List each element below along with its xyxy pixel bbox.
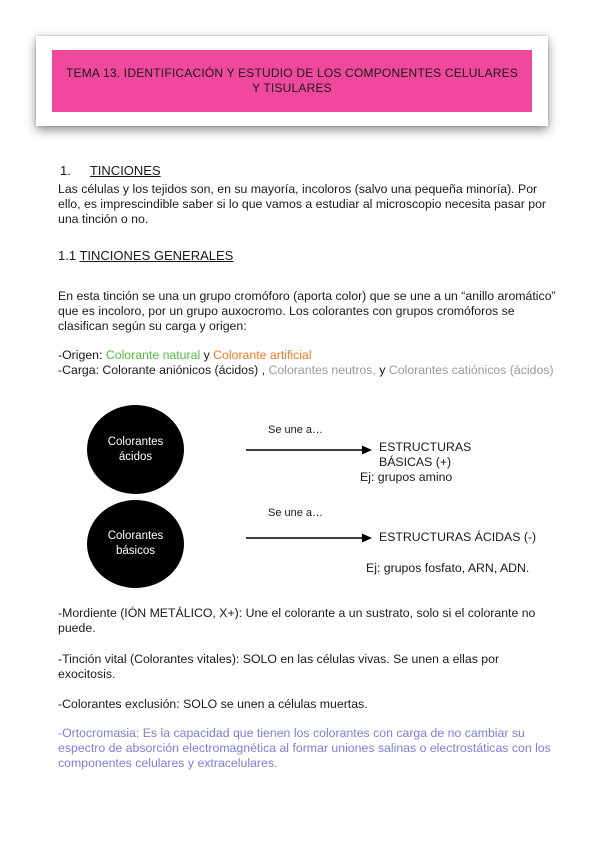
exclusion-note: -Colorantes exclusión: SOLO se unen a células muertas.	[58, 697, 368, 711]
document-title: TEMA 13. IDENTIFICACIÓN Y ESTUDIO DE LOS COMPONENTES CELULARES Y TISULARES	[65, 66, 519, 95]
mordiente-note: -Mordiente (IÓN METÁLICO, X+): Une el colorante a un sustrato, solo si el colorante no puede.	[58, 606, 536, 635]
charge-cationic: Colorantes catiónicos (ácidos)	[388, 363, 554, 377]
basic-dyes-line2: básicos	[116, 545, 155, 557]
section-1-1-intro: En esta tinción se una un grupo cromóforo (aporta color) que se une a un “anillo aromático” que es incoloro, por un grupo auxocromo. Los colorantes con grupos cromóforos se clasifican según su carga y origen:	[58, 289, 556, 333]
acid-structures: ESTRUCTURAS ÁCIDAS (-)	[379, 530, 537, 544]
basic-dyes-line1: Colorantes	[107, 530, 164, 542]
arrow-label-1: Se une a…	[268, 424, 324, 436]
origin-joiner: y	[200, 348, 214, 362]
arrow-label-2: Se une a…	[268, 507, 324, 519]
section-1-1-title: TINCIONES GENERALES	[79, 248, 234, 263]
basic-structures-line1: ESTRUCTURAS	[379, 440, 472, 454]
origin-natural: Colorante natural	[105, 348, 201, 362]
acid-dyes-ellipse	[87, 405, 184, 494]
vital-stain-note: -Tinción vital (Colorantes vitales): SOLO en las células vivas. Se unen a ellas por exocitosis.	[58, 652, 500, 681]
ortocromasia-note: -Ortocromasia: Es la capacidad que tienen los colorantes con carga de no cambiar su espectro de absorción electromagnética al formar uniones salinas o electrostáticas con los componentes celulares y extracelulares.	[58, 726, 551, 770]
acid-dyes-line1: Colorantes	[107, 435, 164, 448]
acid-structures-example: Ej: grupos fosfato, ARN, ADN.	[366, 561, 530, 575]
section-1-1-heading	[58, 248, 233, 263]
charge-label: -Carga: Colorante aniónicos (ácidos) ,	[58, 363, 269, 377]
origin-label: -Origen:	[58, 348, 106, 362]
header-card	[36, 36, 548, 126]
origin-artificial: Colorante artificial	[213, 348, 312, 362]
arrow-2	[244, 531, 374, 545]
charge-joiner: y	[379, 363, 389, 377]
arrow-1	[244, 443, 374, 457]
basic-structures-example: Ej: grupos amino	[360, 470, 453, 484]
section-1-heading	[60, 163, 161, 178]
section-1-number: 1.	[60, 163, 71, 178]
acid-dyes-line2: ácidos	[118, 450, 153, 463]
charge-line	[58, 363, 558, 378]
basic-structures-line2: BÁSICAS (+)	[379, 455, 452, 469]
header-banner	[52, 50, 532, 112]
section-1-body: Las células y los tejidos son, en su mayoría, incoloros (salvo una pequeña minoría). Por ello, es imprescindible saber si lo que vamos a estudiar al microscopio necesita pasar por una tinción o no.	[58, 182, 547, 226]
basic-structures	[379, 440, 471, 470]
basic-dyes-ellipse	[87, 500, 184, 588]
origin-line	[58, 348, 558, 363]
charge-neutral: Colorantes neutros,	[268, 363, 380, 377]
section-1-title: TINCIONES	[89, 163, 161, 178]
section-1-1-number: 1.1	[58, 248, 77, 263]
